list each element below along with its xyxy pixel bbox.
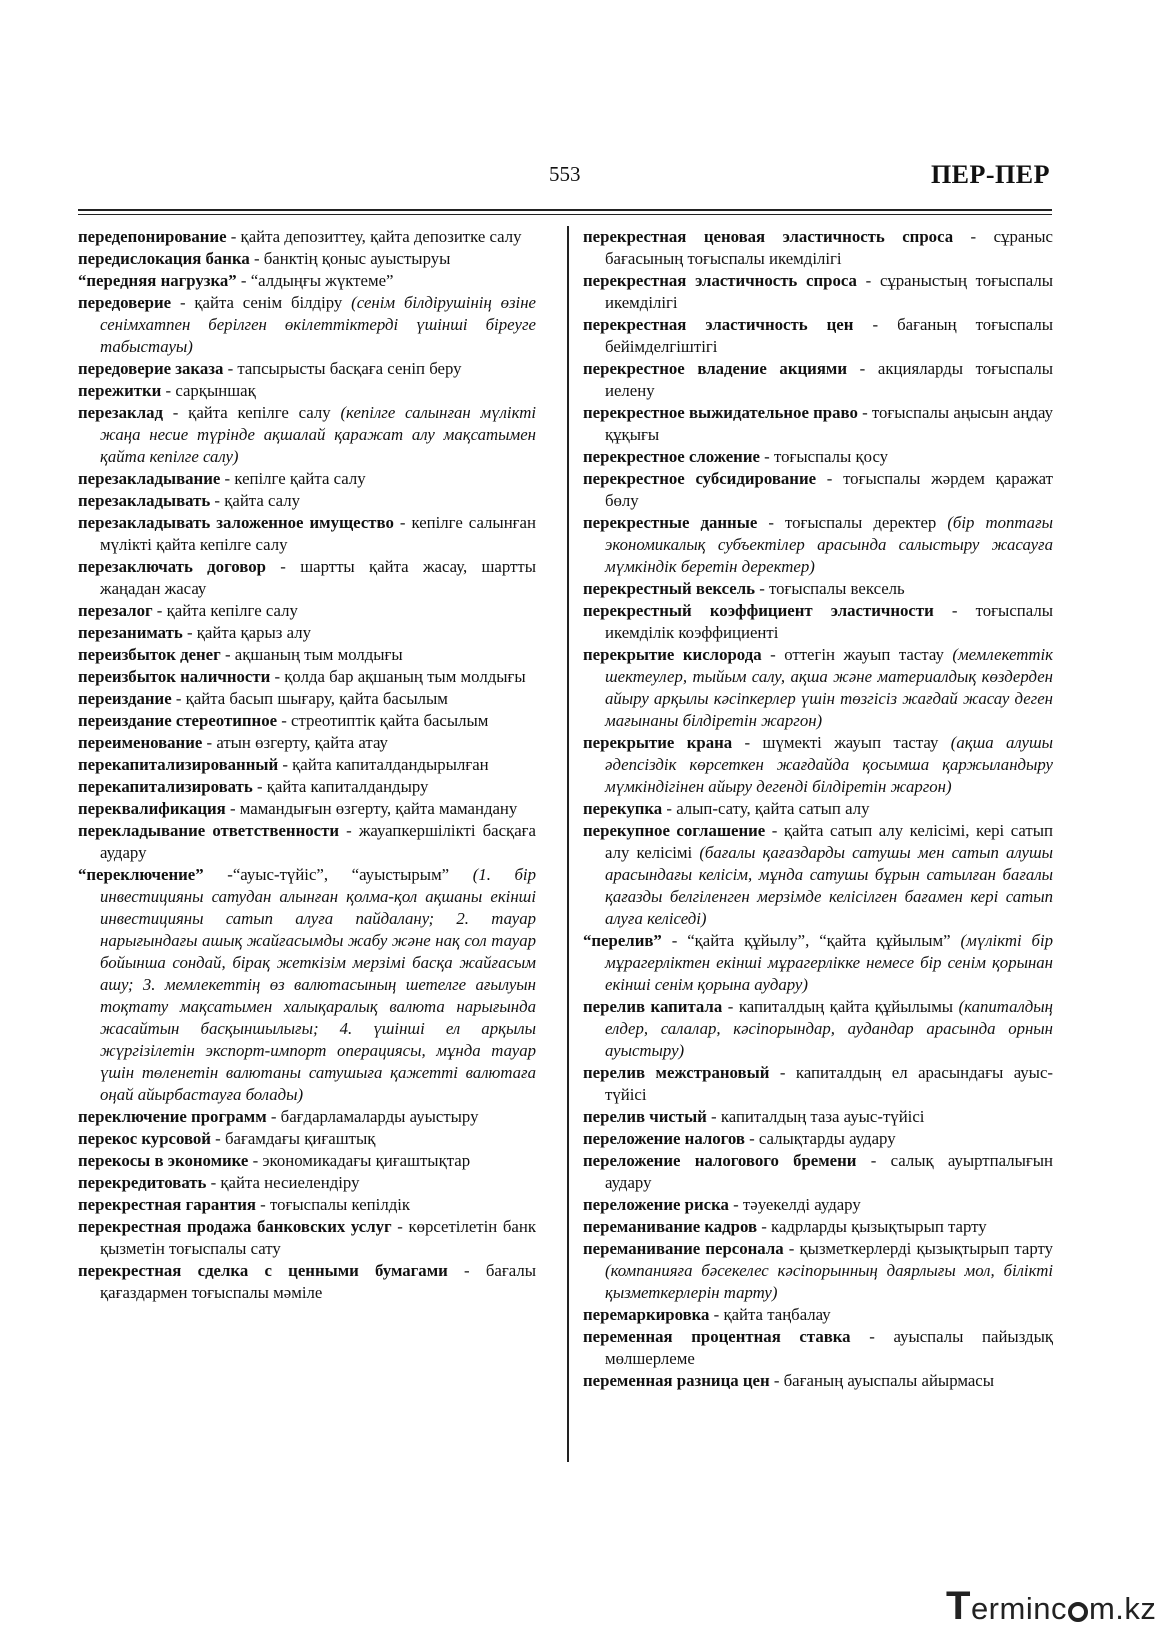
entry-definition: салықтарды аудару: [758, 1129, 896, 1148]
entry-definition: қайта кепілге салу: [188, 403, 331, 422]
entry-definition: қызметкерлерді қызықтырып тарту: [799, 1239, 1053, 1258]
entry-separator: -: [338, 821, 359, 840]
entry-definition: қайта қарыз алу: [196, 623, 311, 642]
entry-definition: капиталдың қайта құйылымы: [738, 997, 954, 1016]
entry-definition: “ауыс-түйіс”, “ауыстырым”: [232, 865, 450, 884]
entry-separator: -: [266, 1107, 281, 1126]
entry-term: переизбыток денег: [78, 645, 221, 664]
dictionary-entry: [78, 600, 536, 622]
entry-term: перезакладывать: [78, 491, 211, 510]
column-divider: [567, 226, 569, 1462]
entry-definition: жауапкершілікті басқаға аудару: [100, 821, 536, 862]
dictionary-entry: [583, 1062, 1053, 1106]
entry-separator: -: [210, 491, 225, 510]
header-rule-thick: [78, 209, 1052, 211]
entry-definition: кадрларды қызықтырып тарту: [771, 1217, 987, 1236]
entry-definition: қайта сатып алу келісімі, кері сатып алу келісімі: [605, 821, 1054, 862]
dictionary-entry: [78, 754, 536, 776]
logo-letter: T: [946, 1584, 971, 1628]
entry-definition: шартты қайта жасау, шартты жаңадан жасау: [100, 557, 536, 598]
entry-term: переквалификация: [78, 799, 226, 818]
entry-separator: -: [265, 557, 301, 576]
entry-definition: қайта таңбалау: [723, 1305, 831, 1324]
dictionary-entry: [583, 1106, 1053, 1128]
dictionary-entry: [583, 1238, 1053, 1304]
dictionary-entry: [583, 996, 1053, 1062]
entry-definition: тоғыспалы аңысын аңдау құқығы: [605, 403, 1053, 444]
entry-separator: -: [248, 1151, 263, 1170]
dictionary-entry: [583, 1194, 1053, 1216]
dictionary-entry: [78, 1194, 536, 1216]
dictionary-entry: [78, 248, 536, 270]
entry-separator: -: [853, 315, 898, 334]
entry-definition: бағалы қағаздармен тоғыспалы мәміле: [100, 1261, 536, 1302]
entry-separator: -: [163, 403, 189, 422]
dictionary-entry: [583, 402, 1053, 446]
entry-separator: -: [152, 601, 167, 620]
entry-note: (ақша алушы әдепсіздік көрсеткен жағдайда қосымша қаржыландыру мүмкіндігінен айыру дегенді білдіретін жаргон): [605, 733, 1053, 796]
entry-separator: -: [226, 227, 241, 246]
entry-definition: тәуекелді аудару: [742, 1195, 861, 1214]
entry-term: перекрестное субсидирование: [583, 469, 817, 488]
entry-note: (сенім білдірушінің өзіне сенімхатпен берілген өкілеттіктерді үшінші біреуге табыстауы): [100, 293, 536, 356]
entry-term: передислокация банка: [78, 249, 250, 268]
entry-term: перекладывание ответственности: [78, 821, 339, 840]
entry-definition: капиталдың таза ауыс-түйісі: [720, 1107, 925, 1126]
dictionary-entry: [78, 380, 536, 402]
entry-separator: -: [662, 799, 677, 818]
entry-separator: -: [732, 733, 763, 752]
entry-separator: -: [391, 1217, 409, 1236]
entry-note: (бір топтағы экономикалық субъектілер арасында салыстыру жасауға мүмкіндік беретін деректер): [605, 513, 1053, 576]
dictionary-entry: [583, 446, 1053, 468]
entry-term: перекрестная эластичность спроса: [583, 271, 857, 290]
logo-ring-icon: [1068, 1602, 1088, 1622]
entry-definition: бағдарламаларды ауыстыру: [280, 1107, 479, 1126]
entry-definition: қайта кепілге салу: [166, 601, 298, 620]
entry-note: (мемлекеттік шектеулер, тыйым салу, ақша және материалдық көздерден айыру арқылы кәсіпкерлер үшін төзгісіз жағдай жасау деген мағынаны білдіретін жаргон): [605, 645, 1053, 730]
entry-separator: -: [757, 513, 785, 532]
dictionary-entry: [78, 776, 536, 798]
left-column: [78, 226, 536, 1304]
entry-term: переложение налогового бремени: [583, 1151, 857, 1170]
entry-definition: тапсырысты басқаға сеніп беру: [237, 359, 462, 378]
entry-term: перезаключать договор: [78, 557, 266, 576]
entry-term: “переключение”: [78, 865, 204, 884]
entry-term: перелив чистый: [583, 1107, 707, 1126]
site-logo: [946, 1584, 1156, 1629]
entry-separator: -: [856, 1151, 891, 1170]
logo-text-2: m.kz: [1088, 1591, 1157, 1626]
entry-separator: -: [161, 381, 176, 400]
entry-definition: “алдыңғы жүктеме”: [250, 271, 394, 290]
dictionary-entry: [78, 270, 536, 292]
entry-definition: экономикадағы қиғаштықтар: [262, 1151, 471, 1170]
entry-definition: сұраныс бағасының тоғыспалы икемділігі: [605, 227, 1053, 268]
entry-separator: -: [171, 689, 186, 708]
dictionary-entry: [78, 864, 536, 1106]
entry-definition: қайта несиелендіру: [220, 1173, 360, 1192]
entry-definition: атын өзгерту, қайта атау: [216, 733, 388, 752]
entry-term: перекрестный коэффициент эластичности: [583, 601, 934, 620]
entry-separator: -: [761, 645, 785, 664]
entry-definition: тоғыспалы жәрдем қаражат бөлу: [605, 469, 1053, 510]
entry-definition: қайта салу: [224, 491, 300, 510]
entry-term: “перелив”: [583, 931, 662, 950]
entry-term: перекрестная сделка с ценными бумагами: [78, 1261, 448, 1280]
entry-term: “передняя нагрузка”: [78, 271, 237, 290]
dictionary-entry: [583, 600, 1053, 644]
entry-definition: қолда бар ақшаның тым молдығы: [284, 667, 526, 686]
dictionary-entry: [78, 798, 536, 820]
entry-note: (кепілге салынған мүлікті жаңа несие түрінде ақшалай қаражат алу мақсатымен қайта кепілге салу): [100, 403, 537, 466]
entry-term: перелив межстрановый: [583, 1063, 770, 1082]
logo-text-1: erminc: [970, 1591, 1067, 1626]
entry-term: перекрестное владение акциями: [583, 359, 848, 378]
entry-term: перезанимать: [78, 623, 183, 642]
dictionary-entry: [78, 820, 536, 864]
dictionary-entry: [78, 1150, 536, 1172]
entry-definition: сұраныстың тоғыспалы икемділігі: [605, 271, 1053, 312]
dictionary-entry: [78, 732, 536, 754]
entry-definition: көрсетілетін банк қызметін тоғыспалы сату: [100, 1217, 536, 1258]
entry-separator: -: [249, 249, 264, 268]
dictionary-entry: [583, 1128, 1053, 1150]
entry-term: передепонирование: [78, 227, 227, 246]
dictionary-entry: [78, 666, 536, 688]
entry-separator: -: [393, 513, 412, 532]
entry-definition: салық ауыртпалығын аудару: [605, 1151, 1054, 1192]
entry-separator: -: [661, 931, 688, 950]
dictionary-entry: [78, 402, 536, 468]
entry-term: перезаклад: [78, 403, 163, 422]
entry-separator: -: [769, 1371, 784, 1390]
entry-term: переиздание: [78, 689, 172, 708]
dictionary-entry: [583, 732, 1053, 798]
entry-definition: тоғыспалы кепілдік: [269, 1195, 411, 1214]
entry-definition: кепілге қайта салу: [234, 469, 366, 488]
entry-separator: -: [769, 1063, 796, 1082]
dictionary-entry: [583, 930, 1053, 996]
dictionary-entry: [78, 710, 536, 732]
entry-separator: -: [278, 755, 293, 774]
dictionary-entry: [78, 1172, 536, 1194]
entry-term: перекапитализировать: [78, 777, 253, 796]
entry-separator: -: [171, 293, 195, 312]
entry-term: переизбыток наличности: [78, 667, 271, 686]
entry-term: перезакладывать заложенное имущество: [78, 513, 394, 532]
dictionary-entry: [78, 688, 536, 710]
dictionary-entry: [583, 644, 1053, 732]
entry-term: переменная процентная ставка: [583, 1327, 851, 1346]
dictionary-entry: [583, 1370, 1053, 1392]
entry-definition: тоғыспалы деректер: [784, 513, 937, 532]
dictionary-entry: [78, 1260, 536, 1304]
entry-separator: -: [857, 403, 872, 422]
entry-separator: -: [236, 271, 251, 290]
entry-separator: -: [728, 1195, 743, 1214]
entry-note: (мүлікті бір мұрагерліктен екінші мұрагерлікке немесе бір сенім қорынан екінші сенім қорына аудару): [605, 931, 1053, 994]
entry-term: перезалог: [78, 601, 153, 620]
entry-definition: “қайта құйылу”, “қайта құйылым”: [687, 931, 951, 950]
dictionary-entry: [583, 1150, 1053, 1194]
entry-definition: бағаның ауыспалы айырмасы: [783, 1371, 995, 1390]
entry-definition: қайта сенім білдіру: [194, 293, 343, 312]
entry-separator: -: [182, 623, 197, 642]
entry-separator: -: [953, 227, 994, 246]
entry-note: (капиталдың елдер, салалар, кәсіпорындар, аудандар арасында орнын ауыстыру): [605, 997, 1053, 1060]
entry-term: переменная разница цен: [583, 1371, 770, 1390]
entry-separator: -: [210, 1129, 225, 1148]
entry-separator: -: [706, 1107, 721, 1126]
entry-term: перекрестные данные: [583, 513, 758, 532]
dictionary-entry: [78, 226, 536, 248]
entry-term: перекрытие крана: [583, 733, 733, 752]
entry-definition: оттегін жауып тастау: [784, 645, 944, 664]
dictionary-entry: [78, 358, 536, 380]
entry-separator: -: [225, 799, 240, 818]
entry-note: (бағалы қағаздарды сатушы мен сатып алушы арасындағы келісім, мұнда сатушы бұрын сатылған бағалы қағазды белгіленген мерзімде келісілген бағамен кері сатып алуға келіседі): [605, 843, 1053, 928]
dictionary-entry: [583, 820, 1053, 930]
dictionary-entry: [583, 512, 1053, 578]
entry-term: перекрестная гарантия: [78, 1195, 256, 1214]
entry-definition: сарқыншақ: [175, 381, 256, 400]
entry-term: перекупное соглашение: [583, 821, 766, 840]
entry-separator: -: [816, 469, 844, 488]
dictionary-entry: [78, 490, 536, 512]
dictionary-entry: [583, 358, 1053, 402]
entry-term: перекрестная эластичность цен: [583, 315, 854, 334]
dictionary-entry: [583, 314, 1053, 358]
entry-separator: -: [744, 1129, 759, 1148]
entry-definition: қайта капиталдандыру: [266, 777, 429, 796]
dictionary-entry: [583, 226, 1053, 270]
entry-term: перекрестный вексель: [583, 579, 756, 598]
entry-definition: кепілге салынған мүлікті қайта кепілге салу: [100, 513, 536, 554]
page-number: 553: [549, 162, 581, 186]
entry-definition: мамандығын өзгерту, қайта мамандану: [239, 799, 518, 818]
entry-separator: -: [765, 821, 784, 840]
entry-note: (компанияға бәсекелес кәсіпорынның даярлығы мол, білікті қызметкерлерін тарту): [605, 1261, 1053, 1302]
entry-separator: -: [759, 447, 774, 466]
entry-separator: -: [206, 1173, 221, 1192]
dictionary-entry: [78, 1216, 536, 1260]
entry-separator: -: [755, 579, 770, 598]
dictionary-entry: [583, 1304, 1053, 1326]
right-column: [583, 226, 1053, 1392]
dictionary-entry: [78, 556, 536, 600]
entry-term: перелив капитала: [583, 997, 723, 1016]
entry-definition: стреотиптік қайта басылым: [291, 711, 489, 730]
dictionary-entry: [78, 1128, 536, 1150]
entry-separator: -: [277, 711, 292, 730]
entry-term: переманивание персонала: [583, 1239, 784, 1258]
entry-definition: қайта басып шығару, қайта басылым: [185, 689, 448, 708]
entry-term: перекупка: [583, 799, 663, 818]
entry-term: перекос курсовой: [78, 1129, 211, 1148]
dictionary-entry: [583, 798, 1053, 820]
dictionary-entry: [78, 1106, 536, 1128]
dictionary-entry: [583, 1216, 1053, 1238]
entry-definition: тоғыспалы қосу: [773, 447, 889, 466]
dictionary-entry: [583, 578, 1053, 600]
header-rule-thin: [78, 214, 1052, 215]
entry-note: (1. бір инвестицияны сатудан алынған қолма-қол ақшаны екінші инвестицияны сатып алуға пайдалану; 2. тауар нарығындағы ашық жайғасымды жабу және нақ сол тауар бойынша сондай, бірақ жеткізім мерзімі басқа жайғасым ашу; 3. мемлекеттің өз валютасының шетелге ағылуын тоқтату мақсатымен халықаралық валюта нарығында жасайтын басқыншылығы; 4. үшінші ел арқылы жүргізілетін экспорт-импорт операциясы, мұнда тауар үшін төленетін валютаны сатушыға қажетті валютаға оңай айырбастауға болады): [100, 865, 536, 1104]
entry-definition: банктің қоныс ауыстыруы: [263, 249, 451, 268]
entry-term: переложение налогов: [583, 1129, 745, 1148]
entry-term: пережитки: [78, 381, 162, 400]
entry-separator: -: [220, 645, 235, 664]
entry-separator: -: [220, 469, 235, 488]
entry-separator: -: [933, 601, 976, 620]
entry-separator: -: [722, 997, 739, 1016]
entry-separator: -: [447, 1261, 486, 1280]
entry-definition: шүмекті жауып тастау: [762, 733, 939, 752]
entry-term: переиздание стереотипное: [78, 711, 278, 730]
entry-separator: -: [847, 359, 878, 378]
dictionary-entry: [78, 622, 536, 644]
entry-separator: -: [202, 733, 217, 752]
entry-definition: қайта депозиттеу, қайта депозитке салу: [240, 227, 522, 246]
entry-definition: бағаның тоғыспалы бейімделгіштігі: [605, 315, 1054, 356]
entry-definition: ауыспалы пайыздық мөлшерлеме: [605, 1327, 1054, 1368]
dictionary-entry: [78, 644, 536, 666]
entry-term: перекрестное сложение: [583, 447, 760, 466]
entry-separator: -: [255, 1195, 270, 1214]
entry-separator: -: [252, 777, 267, 796]
entry-separator: -: [270, 667, 285, 686]
entry-definition: капиталдың ел арасындағы ауыс-түйісі: [605, 1063, 1053, 1104]
entry-separator: -: [757, 1217, 772, 1236]
entry-separator: -: [709, 1305, 724, 1324]
entry-definition: қайта капиталдандырылған: [292, 755, 489, 774]
entry-term: переименование: [78, 733, 203, 752]
entry-definition: бағамдағы қиғаштық: [224, 1129, 376, 1148]
dictionary-entry: [583, 468, 1053, 512]
dictionary-entry: [78, 512, 536, 556]
entry-definition: ақшаның тым молдығы: [234, 645, 403, 664]
entry-separator: -: [850, 1327, 894, 1346]
entry-definition: акцияларды тоғыспалы иелену: [605, 359, 1053, 400]
entry-term: переключение программ: [78, 1107, 267, 1126]
entry-definition: тоғыспалы вексель: [769, 579, 905, 598]
entry-term: перекрестное выжидательное право: [583, 403, 858, 422]
entry-term: перемаркировка: [583, 1305, 710, 1324]
entry-term: перекрестная продажа банковских услуг: [78, 1217, 392, 1236]
entry-definition: алып-сату, қайта сатып алу: [676, 799, 870, 818]
entry-term: передоверие: [78, 293, 172, 312]
entry-term: переманивание кадров: [583, 1217, 758, 1236]
entry-term: перекрестная ценовая эластичность спроса: [583, 227, 954, 246]
dictionary-entry: [583, 1326, 1053, 1370]
dictionary-entry: [78, 292, 536, 358]
entry-definition: тоғыспалы икемділік коэффициенті: [605, 601, 1053, 642]
dictionary-entry: [78, 468, 536, 490]
entry-separator: -: [203, 865, 233, 884]
entry-term: перекредитовать: [78, 1173, 207, 1192]
entry-term: перекрытие кислорода: [583, 645, 762, 664]
entry-separator: -: [223, 359, 238, 378]
entry-term: перекапитализированный: [78, 755, 279, 774]
entry-separator: -: [783, 1239, 800, 1258]
entry-term: передоверие заказа: [78, 359, 224, 378]
running-head: ПЕР-ПЕР: [930, 160, 1050, 189]
entry-term: перекосы в экономике: [78, 1151, 249, 1170]
entry-separator: -: [856, 271, 880, 290]
entry-term: переложение риска: [583, 1195, 729, 1214]
entry-term: перезакладывание: [78, 469, 221, 488]
dictionary-entry: [583, 270, 1053, 314]
